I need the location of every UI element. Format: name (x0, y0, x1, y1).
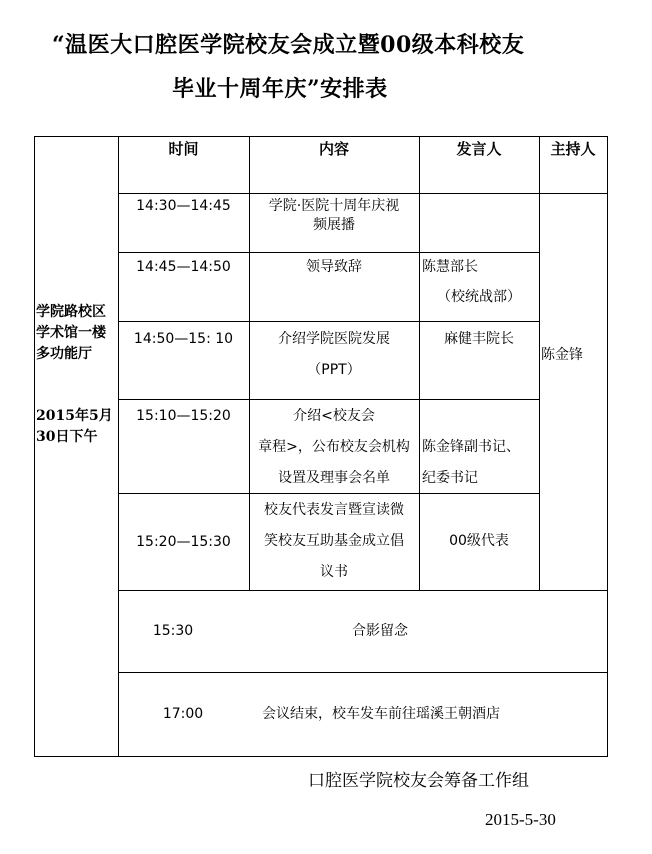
row-speaker: 陈慧部长 (422, 259, 478, 275)
event-date-line2: 30日下午 (36, 429, 98, 445)
document-title-line1: “温医大口腔医学院校友会成立暨00级本科校友 (52, 32, 525, 58)
row-content: 章程>，公布校友会机构 (258, 439, 410, 455)
row-content: 学院·医院十周年庆视 (268, 198, 400, 214)
row-line (118, 672, 608, 673)
row-content: 介绍学院医院发展 (278, 331, 390, 347)
row-time: 15:30 (152, 623, 194, 639)
location-line2: 学术馆一楼 (36, 325, 106, 341)
row-content: 领导致辞 (306, 259, 362, 275)
row-time: 17:00 (162, 706, 204, 722)
row-content: 合影留念 (352, 623, 408, 639)
header-time: 时间 (168, 140, 199, 158)
row-speaker: 陈金锋副书记、 (422, 439, 520, 455)
row-line (118, 399, 539, 400)
row-time: 14:50—15: 10 (133, 331, 234, 347)
row-content: 会议结束，校车发车前往瑶溪王朝酒店 (262, 706, 500, 722)
event-date-line1: 2015年5月 (36, 408, 113, 424)
row-content: 校友代表发言暨宣读微 (264, 502, 404, 518)
header-speaker: 发言人 (456, 140, 502, 158)
table-border-bottom (34, 756, 608, 757)
location-line3: 多功能厅 (36, 346, 92, 362)
row-content: 介绍<校友会 (293, 408, 375, 424)
header-host: 主持人 (550, 140, 596, 158)
document-title-line2: 毕业十周年庆”安排表 (172, 76, 388, 102)
row-speaker: 麻健丰院长 (444, 331, 514, 347)
col-line-speaker (419, 136, 420, 590)
row-line (118, 321, 539, 322)
location-line1: 学院路校区 (36, 304, 106, 320)
row-speaker: 纪委书记 (422, 470, 478, 486)
row-speaker: （校统战部） (437, 289, 521, 305)
row-content: 频展播 (313, 217, 355, 233)
footer-date: 2015-5-30 (485, 810, 556, 829)
col-line-time (118, 136, 119, 757)
table-border-left (34, 136, 35, 757)
row-time: 15:10—15:20 (136, 408, 231, 424)
row-speaker: 00级代表 (449, 533, 509, 549)
row-content: 设置及理事会名单 (278, 470, 390, 486)
col-line-host (539, 136, 540, 590)
table-border-right (607, 136, 608, 757)
host-name: 陈金锋 (541, 347, 583, 363)
row-time: 14:30—14:45 (136, 198, 231, 214)
row-content: （PPT） (307, 362, 361, 378)
row-content: 笑校友互助基金成立倡 (264, 533, 404, 549)
table-border-top (34, 136, 608, 137)
row-time: 15:20—15:30 (136, 534, 231, 550)
row-content: 议书 (320, 564, 348, 580)
organizer-signature: 口腔医学院校友会筹备工作组 (308, 771, 529, 791)
row-line (118, 590, 608, 591)
header-content: 内容 (318, 140, 349, 158)
row-time: 14:45—14:50 (136, 259, 231, 275)
